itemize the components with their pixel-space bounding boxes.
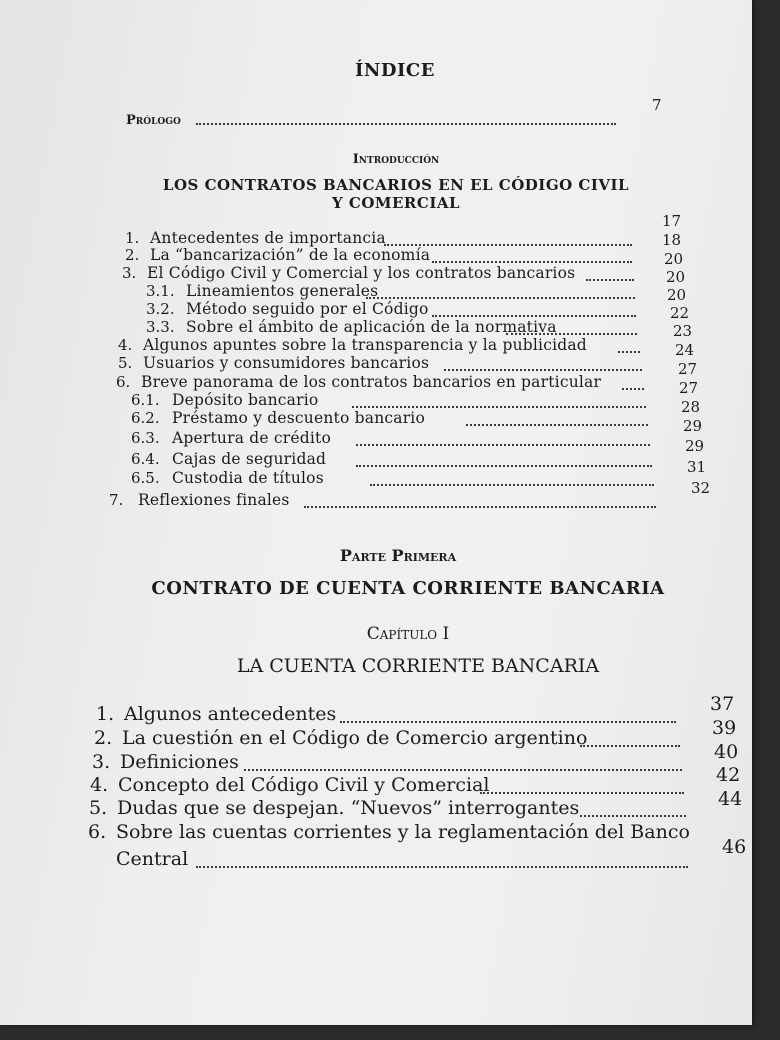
toc-entry-text: Dudas que se despejan. “Nuevos” interrogantes <box>117 797 580 819</box>
toc-entry-number: 6.5. <box>131 469 160 487</box>
chapter-kicker: Capítulo I <box>366 624 450 644</box>
toc-entry-number: 5. <box>118 354 133 372</box>
leader-dots <box>480 790 684 794</box>
section-kicker: Introducción <box>352 152 440 167</box>
toc-entry-number: 3.2. <box>146 300 175 318</box>
toc-entry-page: 27 <box>679 379 699 397</box>
toc-entry-text: Sobre el ámbito de aplicación de la normativa <box>186 318 557 336</box>
toc-entry-text: Sobre las cuentas corrientes y la reglamentación del Banco <box>116 821 690 843</box>
toc-entry-text: Antecedentes de importancia <box>150 229 386 247</box>
toc-entry-text: Préstamo y descuento bancario <box>172 409 425 427</box>
leader-dots <box>370 482 654 486</box>
toc-entry-text: Usuarios y consumidores bancarios <box>143 354 430 372</box>
toc-entry-number: 6. <box>116 373 131 391</box>
toc-entry-number: 3. <box>122 264 137 282</box>
toc-entry-page: 28 <box>681 398 701 416</box>
toc-entry-number: 4. <box>90 774 109 796</box>
toc-entry-text: La “bancarización” de la economía <box>150 246 431 264</box>
leader-dots <box>466 422 648 426</box>
toc-entry-text: Algunos antecedentes <box>124 703 337 725</box>
toc-entry-number: 6.2. <box>131 409 160 427</box>
toc-entry-page: 7 <box>652 96 662 114</box>
toc-entry-page: 20 <box>666 268 686 286</box>
toc-entry-text: La cuestión en el Código de Comercio argentino <box>122 727 588 749</box>
toc-entry-text: Método seguido por el Código <box>186 300 429 318</box>
leader-dots <box>196 864 688 868</box>
toc-entry-label: Prólogo <box>126 113 181 128</box>
toc-entry-number: 6.4. <box>131 450 160 468</box>
toc-entry-page: 40 <box>714 741 739 763</box>
toc-entry-number: 6. <box>88 821 107 843</box>
leader-dots <box>352 404 646 408</box>
leader-dots <box>580 743 680 747</box>
toc-entry-page: 39 <box>712 717 737 739</box>
index-title: ÍNDICE <box>355 60 435 81</box>
toc-entry-page: 42 <box>716 764 741 786</box>
toc-entry-page: 29 <box>683 417 703 435</box>
toc-entry-number: 2. <box>125 246 140 264</box>
toc-entry-text: El Código Civil y Comercial y los contratos bancarios <box>147 264 576 282</box>
toc-entry-page: 31 <box>687 458 707 476</box>
toc-entry-text: Apertura de crédito <box>172 429 332 447</box>
leader-dots <box>244 767 682 771</box>
toc-entry-text-continued: Central <box>116 848 189 870</box>
leader-dots <box>618 349 640 353</box>
toc-entry-page: 37 <box>710 693 735 715</box>
leader-dots <box>506 331 637 335</box>
toc-entry-page: 32 <box>691 479 711 497</box>
toc-entry-text: Definiciones <box>120 751 239 773</box>
toc-entry-text: Algunos apuntes sobre la transparencia y la publicidad <box>143 336 587 354</box>
toc-entry-text: Breve panorama de los contratos bancarios en particular <box>141 373 602 391</box>
leader-dots <box>356 442 650 446</box>
toc-entry-text: Concepto del Código Civil y Comercial <box>118 774 490 796</box>
section-title: LOS CONTRATOS BANCARIOS EN EL CÓDIGO CIVIL <box>162 176 630 194</box>
toc-entry-page: 23 <box>673 322 693 340</box>
toc-entry-text: Depósito bancario <box>172 391 319 409</box>
toc-entry-number: 3. <box>92 751 111 773</box>
toc-entry-number: 1. <box>125 229 140 247</box>
toc-entry-page: 24 <box>675 341 695 359</box>
toc-entry-text: Reflexiones finales <box>138 491 290 509</box>
toc-entry-number: 6.3. <box>131 429 160 447</box>
leader-dots <box>196 121 616 125</box>
toc-entry-page: 20 <box>664 250 684 268</box>
toc-entry-number: 6.1. <box>131 391 160 409</box>
toc-entry-number: 3.1. <box>146 282 175 300</box>
toc-entry-number: 2. <box>94 727 113 749</box>
leader-dots <box>432 313 636 317</box>
toc-entry-page: 46 <box>722 836 747 858</box>
toc-entry-text: Custodia de títulos <box>172 469 324 487</box>
toc-entry-page: 20 <box>667 286 687 304</box>
part-kicker: Parte Primera <box>339 546 457 565</box>
toc-entry-number: 7. <box>109 491 124 509</box>
toc-entry-page: 18 <box>662 231 682 249</box>
toc-entry-prologo[interactable] <box>126 110 181 130</box>
toc-entry-number: 5. <box>89 797 108 819</box>
leader-dots <box>340 719 676 723</box>
part-title: CONTRATO DE CUENTA CORRIENTE BANCARIA <box>151 578 665 599</box>
toc-entry-text: Lineamientos generales <box>186 282 379 300</box>
toc-entry-page: 44 <box>718 788 743 810</box>
leader-dots <box>356 463 652 467</box>
leader-dots <box>444 367 642 371</box>
leader-dots <box>580 813 686 817</box>
leader-dots <box>586 277 634 281</box>
leader-dots <box>304 504 656 508</box>
section-title-line2: Y COMERCIAL <box>331 194 461 212</box>
toc-entry-page: 27 <box>678 360 698 378</box>
leader-dots <box>366 295 635 299</box>
toc-entry-page: 22 <box>670 304 690 322</box>
toc-entry-page: 17 <box>662 212 682 230</box>
toc-entry-page: 29 <box>685 437 705 455</box>
leader-dots <box>622 386 644 390</box>
leader-dots <box>432 259 632 263</box>
chapter-title: LA CUENTA CORRIENTE BANCARIA <box>236 655 600 677</box>
toc-entry-number: 4. <box>118 336 133 354</box>
toc-entry-text: Cajas de seguridad <box>172 450 327 468</box>
toc-entry-number: 1. <box>96 703 115 725</box>
toc-entry-number: 3.3. <box>146 318 175 336</box>
